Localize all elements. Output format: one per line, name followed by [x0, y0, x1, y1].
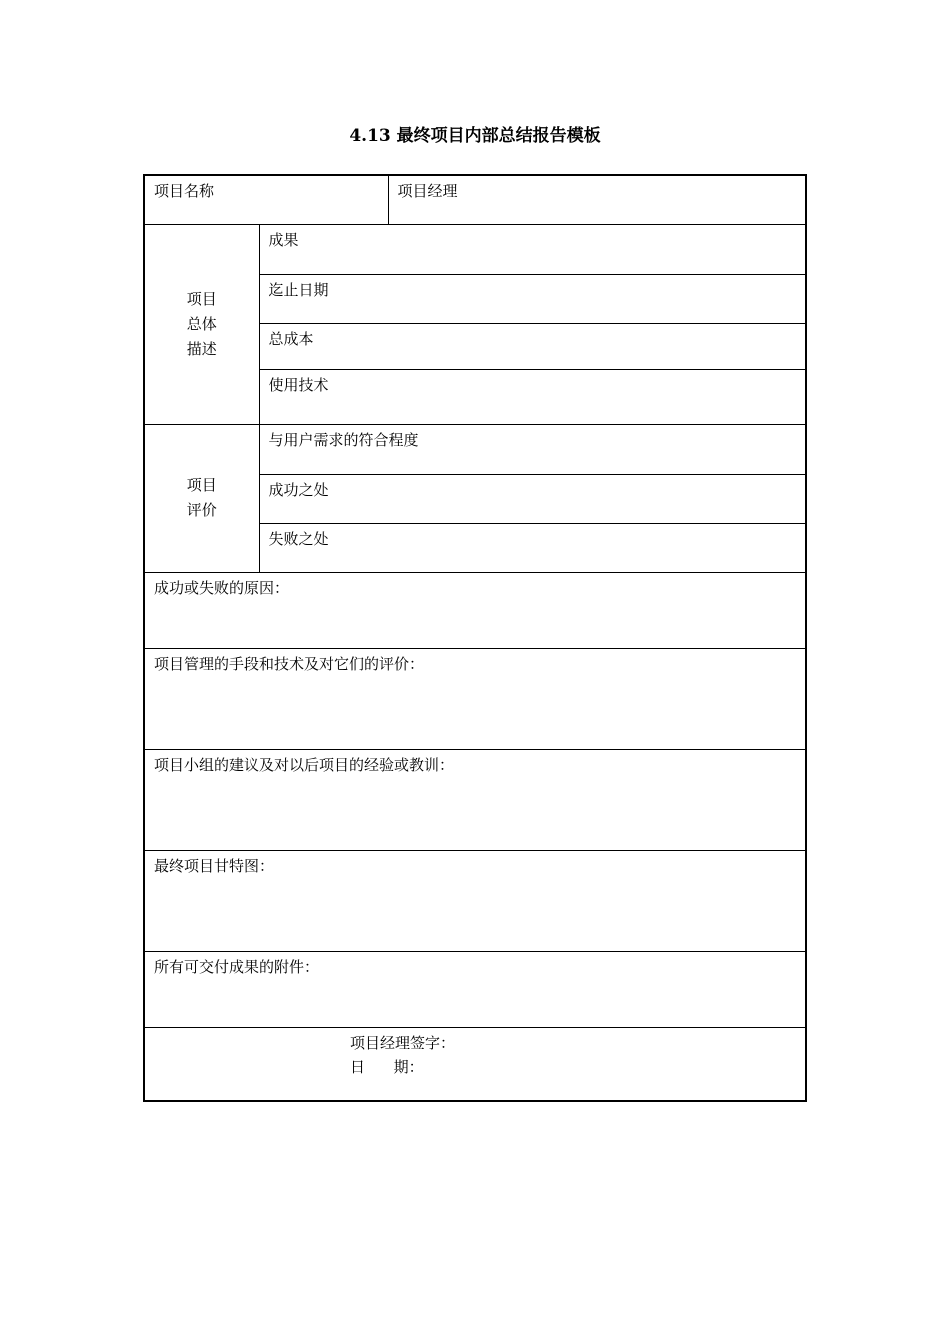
overview-group-label: [144, 224, 259, 424]
technology-used-field[interactable]: 使用技术: [259, 369, 806, 424]
deliverable-attachments-section[interactable]: 所有可交付成果的附件：: [144, 951, 806, 1027]
total-cost-field[interactable]: 总成本: [259, 323, 806, 369]
gantt-chart-section[interactable]: 最终项目甘特图：: [144, 850, 806, 951]
overview-label-line: 描述: [186, 339, 217, 358]
management-methods-section[interactable]: 项目管理的手段和技术及对它们的评价：: [144, 648, 806, 749]
page-title: 4.13 最终项目内部总结报告模板: [349, 126, 601, 146]
evaluation-label-line: 项目: [186, 476, 217, 494]
summary-report-form: [143, 174, 807, 1102]
overview-label-line: 项目: [186, 289, 217, 308]
duration-dates-field[interactable]: 迄止日期: [259, 274, 806, 323]
evaluation-label-line: 评价: [186, 501, 217, 519]
manager-signature-label: 项目经理签字：: [350, 1033, 456, 1052]
failures-field[interactable]: 失败之处: [259, 523, 806, 572]
project-name-field[interactable]: 项目名称: [144, 175, 388, 224]
signature-section[interactable]: [144, 1027, 806, 1101]
signature-block: [350, 1028, 805, 1079]
project-manager-field[interactable]: 项目经理: [388, 175, 806, 224]
evaluation-group-label: [144, 424, 259, 572]
overview-label-line: 总体: [186, 314, 217, 333]
success-failure-reasons-section[interactable]: 成功或失败的原因：: [144, 572, 806, 648]
requirement-conformance-field[interactable]: 与用户需求的符合程度: [259, 424, 806, 474]
successes-field[interactable]: 成功之处: [259, 474, 806, 523]
team-lessons-section[interactable]: 项目小组的建议及对以后项目的经验或教训：: [144, 749, 806, 850]
date-label: 日 期：: [350, 1057, 424, 1076]
deliverables-field[interactable]: 成果: [259, 224, 806, 274]
